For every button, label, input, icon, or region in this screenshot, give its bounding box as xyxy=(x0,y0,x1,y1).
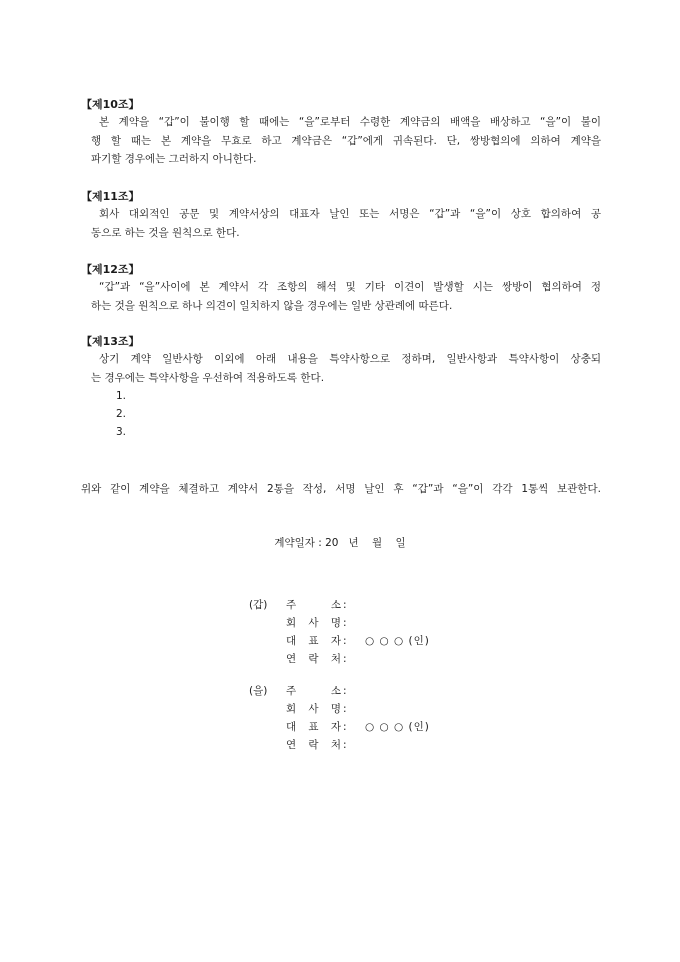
party-row xyxy=(249,614,499,632)
party-row xyxy=(249,650,499,668)
colon: : xyxy=(343,653,347,665)
article-10 xyxy=(81,96,601,169)
article-title: 【제12조】 xyxy=(81,263,140,276)
colon: : xyxy=(343,685,347,697)
party-row xyxy=(249,718,499,736)
colon: : xyxy=(343,703,347,715)
colon: : xyxy=(343,599,347,611)
field-label-representative: 대 표 자 xyxy=(286,721,341,733)
closing-statement: 위와 같이 계약을 체결하고 계약서 2통을 작성, 서명 날인 후 “갑”과 “을”이 각각 1통씩 보관한다. xyxy=(81,483,601,495)
colon: : xyxy=(343,739,347,751)
article-title: 【제11조】 xyxy=(81,190,140,203)
party-row xyxy=(249,736,499,754)
colon: : xyxy=(343,721,347,733)
party-label: (갑) xyxy=(249,599,268,611)
party-label: (을) xyxy=(249,685,268,697)
field-label-representative: 대 표 자 xyxy=(286,635,341,647)
colon: : xyxy=(343,617,347,629)
list-item: 2. xyxy=(116,408,127,420)
article-line: “갑”과 “을”사이에 본 계약서 각 조항의 해석 및 기타 이견이 발생할 시는 쌍방이 협의하여 정 xyxy=(99,281,601,293)
article-line: 행 할 때는 본 계약을 무효로 하고 계약금은 “갑”에게 귀속된다. 단, 쌍방협의에 의하여 계약을 xyxy=(91,134,601,147)
article-12 xyxy=(81,261,601,315)
article-title: 【제13조】 xyxy=(81,335,140,348)
article-title: 【제10조】 xyxy=(81,98,140,111)
party-row xyxy=(249,632,499,650)
list-item: 1. xyxy=(116,390,127,402)
field-label-contact: 연 락 처 xyxy=(286,739,341,751)
list-item: 3. xyxy=(116,426,127,438)
field-label-company: 회 사 명 xyxy=(286,703,341,715)
field-label-company: 회 사 명 xyxy=(286,617,341,629)
signature-value: ○ ○ ○ (인) xyxy=(365,721,430,733)
article-line: 회사 대외적인 공문 및 계약서상의 대표자 날인 또는 서명은 “갑”과 “을”이 상호 합의하여 공 xyxy=(99,208,601,220)
article-line: 파기할 경우에는 그러하지 아니한다. xyxy=(91,153,257,165)
article-line: 상기 계약 일반사항 이외에 아래 내용을 특약사항으로 정하며, 일반사항과 특약사항이 상충되 xyxy=(99,353,601,365)
contract-date: 계약일자 : 20 년 월 일 xyxy=(274,537,406,549)
article-11 xyxy=(81,188,601,242)
field-label-contact: 연 락 처 xyxy=(286,653,341,665)
party-gap xyxy=(249,596,499,668)
field-label-address: 주 소 xyxy=(286,685,341,697)
colon: : xyxy=(343,635,347,647)
article-line: 동으로 하는 것을 원칙으로 한다. xyxy=(91,226,240,239)
field-label-address: 주 소 xyxy=(286,599,341,611)
party-eul xyxy=(249,682,499,754)
party-row xyxy=(249,700,499,718)
article-line: 는 경우에는 특약사항을 우선하여 적용하도록 한다. xyxy=(91,371,325,384)
party-row xyxy=(249,682,499,700)
party-row xyxy=(249,596,499,614)
article-line: 본 계약을 “갑”이 불이행 할 때에는 “을”로부터 수령한 계약금의 배액을 배상하고 “을”이 불이 xyxy=(99,116,601,128)
article-line: 하는 것을 원칙으로 하나 의견이 일치하지 않을 경우에는 일반 상관례에 따른다. xyxy=(91,299,453,312)
article-13 xyxy=(81,333,601,441)
signature-value: ○ ○ ○ (인) xyxy=(365,635,430,647)
